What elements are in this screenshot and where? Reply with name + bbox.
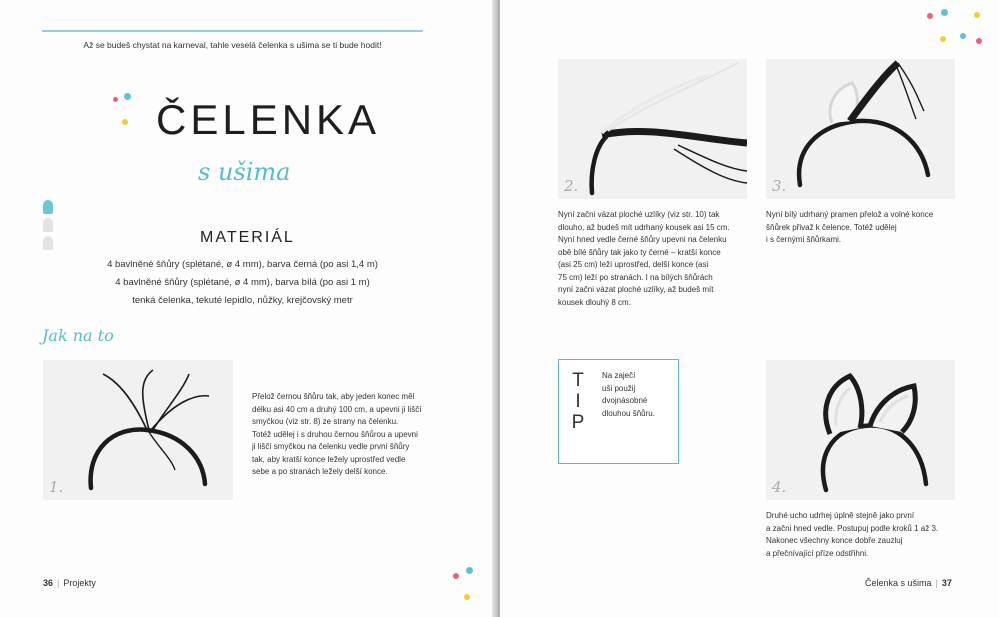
text-line: dlouho, až budeš mít udrhaný kousek asi 15 cm. bbox=[558, 222, 730, 232]
left-page bbox=[0, 0, 498, 617]
material-item: tenká čelenka, tekuté lepidlo, nůžky, krejčovský metr bbox=[132, 295, 353, 306]
left-footer bbox=[43, 578, 96, 588]
difficulty-indicator bbox=[40, 200, 56, 254]
material-item: 4 bavlněné šňůry (splétané, ø 4 mm), barva bílá (po asi 1 m) bbox=[115, 277, 370, 288]
step-3-photo bbox=[766, 59, 955, 199]
text-line: Druhé ucho udrhej úplně stejně jako první bbox=[766, 511, 915, 520]
text-line: uši použij bbox=[602, 383, 636, 393]
step-2-photo bbox=[558, 59, 747, 199]
text-line: Na zaječí bbox=[602, 371, 636, 380]
tip-box bbox=[558, 359, 679, 464]
confetti-dot bbox=[464, 594, 470, 600]
confetti-dot bbox=[974, 12, 980, 18]
confetti-dot bbox=[940, 36, 946, 42]
confetti-dot bbox=[976, 38, 982, 44]
tip-text bbox=[602, 370, 677, 420]
page-title: ČELENKA bbox=[156, 96, 381, 143]
text-line: i s černými šňůrkami. bbox=[766, 235, 842, 244]
text-line: dvojnásobné bbox=[602, 396, 648, 405]
instructions-heading: Jak na to bbox=[42, 326, 114, 345]
top-divider bbox=[42, 30, 423, 32]
text-line: Nyní bílý udrhaný pramen přelož a volné konce bbox=[766, 210, 934, 219]
text-line: sebe a po stranách ležely delší konce. bbox=[252, 467, 388, 476]
text-line: Nyní hned vedle černé šňůry upevni na čelenku bbox=[558, 235, 727, 244]
text-line: (asi 25 cm) leží uprostřed, delší konce (asi bbox=[558, 260, 709, 269]
step-2-text bbox=[558, 209, 753, 309]
material-item: 4 bavlněné šňůry (splétané, ø 4 mm), barva černá (po asi 1,4 m) bbox=[107, 259, 378, 270]
text-line: délku asi 40 cm a druhý 100 cm, a upevni ji liščí bbox=[252, 404, 422, 414]
material-list bbox=[70, 256, 415, 310]
confetti-dot bbox=[927, 13, 933, 19]
text-line: dlouhou šňůru. bbox=[602, 408, 655, 418]
page-number: 36 bbox=[43, 578, 54, 588]
intro-text: Až se budeš chystat na karneval, tahle veselá čelenka s ušima se ti bude hodit! bbox=[83, 40, 382, 50]
confetti-dot bbox=[466, 567, 473, 574]
tip-letter: I bbox=[575, 391, 581, 412]
page-number: 37 bbox=[941, 578, 952, 588]
section-name: Projekty bbox=[63, 578, 96, 588]
text-line: Přelož černou šňůru tak, aby jeden konec měl bbox=[252, 392, 415, 401]
confetti-dot bbox=[113, 97, 118, 102]
finished-ears-headband-illustration bbox=[766, 360, 955, 500]
step-number: 1. bbox=[49, 478, 64, 496]
step-number: 2. bbox=[564, 177, 579, 195]
confetti-dot bbox=[122, 119, 128, 125]
text-line: tak, aby kratší konce ležely uprostřed vedle bbox=[252, 454, 406, 464]
page-subtitle: s ušima bbox=[198, 158, 291, 186]
text-line: Nyní začni vázat ploché uzlíky (viz str. 10) tak bbox=[558, 210, 720, 219]
step-number: 3. bbox=[772, 177, 787, 195]
tip-letter: P bbox=[571, 412, 585, 433]
text-line: a přečnívající příze odstřihni. bbox=[766, 548, 869, 558]
section-name: Čelenka s ušima bbox=[865, 578, 932, 588]
text-line: Totéž udělej i s druhou černou šňůrou a upevni bbox=[252, 429, 418, 439]
step-number: 4. bbox=[772, 478, 787, 496]
headband-black-cords-illustration bbox=[43, 360, 233, 500]
step-1-photo bbox=[43, 360, 233, 500]
folded-braid-illustration bbox=[766, 59, 955, 199]
text-line: obě bílé šňůry tak jako ty černé – kratší konce bbox=[558, 247, 721, 257]
confetti-dot bbox=[941, 9, 948, 16]
text-line: a začni hned vedle. Postupuj podle kroků 1 až 3. bbox=[766, 523, 939, 533]
text-line: Nakonec všechny konce dobře zauzluj bbox=[766, 536, 903, 545]
text-line: šňůrek přivaž k čelence. Totéž udělej bbox=[766, 222, 897, 232]
step-4-text bbox=[766, 510, 966, 560]
text-line: kousek dlouhý 8 cm. bbox=[558, 297, 631, 307]
material-heading: MATERIÁL bbox=[200, 229, 295, 246]
thimble-icon bbox=[43, 218, 53, 232]
step-4-photo bbox=[766, 360, 955, 500]
step-3-text bbox=[766, 209, 961, 247]
confetti-dot bbox=[960, 33, 966, 39]
braiding-black-cords-illustration bbox=[558, 59, 747, 199]
confetti-dot bbox=[453, 573, 459, 579]
thimble-icon bbox=[43, 200, 53, 214]
confetti-dot bbox=[124, 93, 131, 100]
right-footer bbox=[865, 578, 952, 588]
tip-letter: T bbox=[572, 370, 584, 391]
footer-separator: | bbox=[935, 578, 938, 588]
tip-label bbox=[568, 370, 588, 433]
text-line: ji liščí smyčkou na čelenku vedle první šňůry bbox=[252, 442, 410, 451]
footer-separator: | bbox=[57, 578, 60, 588]
text-line: 75 cm) leží po stranách. I na bílých šňůrách bbox=[558, 272, 713, 282]
text-line: nyní začni vázat ploché uzlíky, až budeš mít bbox=[558, 285, 714, 294]
step-1-text bbox=[252, 391, 442, 479]
thimble-icon bbox=[43, 236, 53, 250]
text-line: smyčkou (viz str. 8) ze strany na čelenku. bbox=[252, 417, 399, 426]
